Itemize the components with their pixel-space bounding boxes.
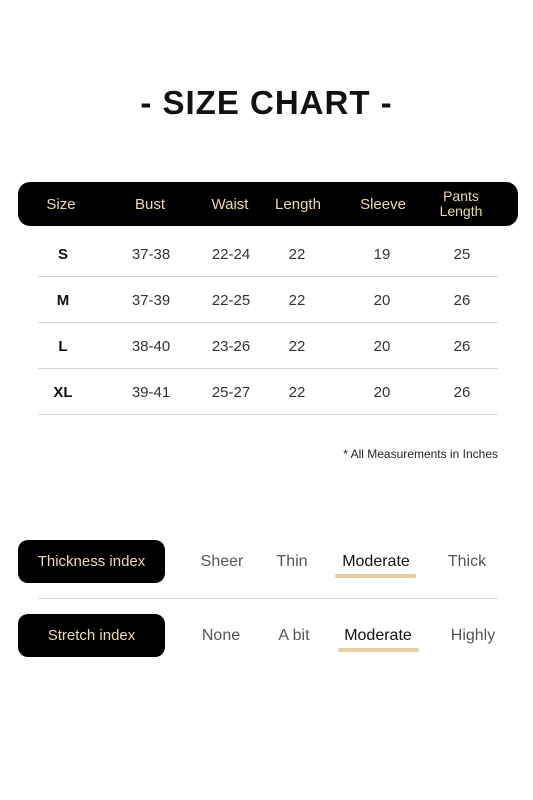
cell-length: 22	[288, 337, 306, 355]
cell-bust: 39-41	[131, 383, 171, 401]
page-title: - SIZE CHART -	[140, 84, 393, 121]
cell-bust: 37-39	[131, 291, 171, 309]
stretch-option-highly: Highly	[450, 627, 496, 644]
thickness-option-moderate: Moderate	[342, 553, 410, 570]
cell-sleeve: 20	[373, 291, 391, 309]
table-row	[38, 369, 498, 415]
table-row	[38, 277, 498, 323]
table-row	[38, 323, 498, 369]
cell-waist: 25-27	[211, 383, 251, 401]
header-length: Length	[275, 195, 321, 213]
thickness-index-label: Thickness index	[18, 540, 165, 583]
stretch-option-a-bit: A bit	[278, 627, 310, 644]
cell-pants-length: 26	[453, 291, 471, 309]
header-sleeve: Sleeve	[360, 195, 406, 213]
cell-waist: 22-25	[211, 291, 251, 309]
section-divider	[38, 598, 498, 599]
measurement-note: * All Measurements in Inches	[343, 447, 498, 461]
cell-length: 22	[288, 245, 306, 263]
header-waist: Waist	[211, 195, 249, 213]
cell-pants-length: 25	[453, 245, 471, 263]
header-bust: Bust	[134, 195, 165, 213]
size-table-header	[18, 182, 518, 226]
row-divider	[38, 414, 498, 415]
cell-waist: 23-26	[211, 337, 251, 355]
thickness-option-thick: Thick	[447, 553, 487, 570]
stretch-selected-underline	[338, 648, 419, 652]
header-pants-length: Pants Length	[439, 188, 483, 219]
cell-bust: 38-40	[131, 337, 171, 355]
cell-size: S	[57, 245, 68, 263]
table-row	[38, 231, 498, 277]
cell-sleeve: 20	[373, 337, 391, 355]
cell-bust: 37-38	[131, 245, 171, 263]
cell-waist: 22-24	[211, 245, 251, 263]
thickness-selected-underline	[335, 574, 416, 578]
cell-pants-length: 26	[453, 337, 471, 355]
cell-pants-length: 26	[453, 383, 471, 401]
header-size: Size	[46, 195, 76, 213]
stretch-option-none: None	[201, 627, 241, 644]
thickness-option-sheer: Sheer	[200, 553, 244, 570]
cell-size: M	[56, 291, 70, 309]
cell-size: XL	[53, 383, 73, 401]
cell-sleeve: 19	[373, 245, 391, 263]
stretch-index-label: Stretch index	[18, 614, 165, 657]
cell-length: 22	[288, 383, 306, 401]
thickness-option-thin: Thin	[276, 553, 308, 570]
cell-sleeve: 20	[373, 383, 391, 401]
cell-length: 22	[288, 291, 306, 309]
stretch-option-moderate: Moderate	[344, 627, 412, 644]
cell-size: L	[58, 337, 68, 355]
